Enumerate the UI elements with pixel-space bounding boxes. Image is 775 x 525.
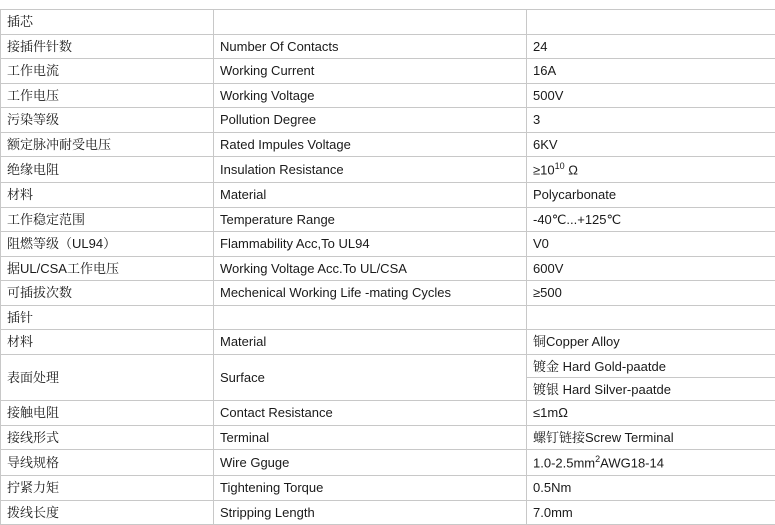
spec-value: Polycarbonate: [527, 183, 775, 208]
table-row: [1, 281, 775, 306]
table-row: [1, 207, 775, 232]
spec-label-en: Insulation Resistance: [214, 157, 527, 183]
spec-label-cn: 导线规格: [1, 450, 214, 476]
spec-value-line: 镀金 Hard Gold-paatde: [527, 355, 775, 377]
spec-value-line: 镀银 Hard Silver-paatde: [527, 377, 775, 400]
section-title-en-cell: [214, 305, 527, 330]
spec-label-en: Pollution Degree: [214, 108, 527, 133]
section-title-en-cell: [214, 10, 527, 35]
table-row: [1, 183, 775, 208]
spec-label-cn: 阻燃等级（UL94）: [1, 232, 214, 257]
spec-label-en: Terminal: [214, 425, 527, 450]
section-title: 插芯: [1, 10, 214, 35]
spec-label-en: Material: [214, 330, 527, 355]
spec-label-en: Material: [214, 183, 527, 208]
spec-label-en: Working Voltage: [214, 83, 527, 108]
table-row: [1, 108, 775, 133]
table-row: [1, 330, 775, 355]
section-title-value-cell: [527, 10, 775, 35]
spec-label-cn: 材料: [1, 183, 214, 208]
spec-label-cn: 污染等级: [1, 108, 214, 133]
section-header-row: [1, 10, 775, 35]
spec-label-cn: 表面处理: [1, 354, 214, 400]
table-row: [1, 450, 775, 476]
spec-label-en: Mechenical Working Life -mating Cycles: [214, 281, 527, 306]
table-row: [1, 34, 775, 59]
spec-label-en: Surface: [214, 354, 527, 400]
spec-value: $1.0-2.5mm^2AWG18-14$: [527, 450, 775, 476]
spec-value: ≥500: [527, 281, 775, 306]
spec-label-cn: 据UL/CSA工作电压: [1, 256, 214, 281]
spec-label-en: Contact Resistance: [214, 400, 527, 425]
spec-label-cn: 材料: [1, 330, 214, 355]
table-row: [1, 500, 775, 525]
spec-value: 螺钉链接Screw Terminal: [527, 425, 775, 450]
table-row: [1, 354, 775, 400]
spec-value: [527, 354, 775, 400]
spec-label-cn: 接触电阻: [1, 400, 214, 425]
spec-label-en: Temperature Range: [214, 207, 527, 232]
top-spacer: [0, 0, 775, 9]
spec-value: $\ge 10^{10}$ Ω: [527, 157, 775, 183]
table-row: [1, 232, 775, 257]
spec-value: 500V: [527, 83, 775, 108]
spec-label-cn: 接插件针数: [1, 34, 214, 59]
spec-label-en: Rated Impules Voltage: [214, 132, 527, 157]
spec-label-cn: 工作电流: [1, 59, 214, 84]
spec-label-en: Wire Gguge: [214, 450, 527, 476]
table-row: [1, 157, 775, 183]
table-row: [1, 400, 775, 425]
section-title-value-cell: [527, 305, 775, 330]
spec-value: 600V: [527, 256, 775, 281]
spec-label-cn: 绝缘电阻: [1, 157, 214, 183]
spec-value: ≤1mΩ: [527, 400, 775, 425]
spec-value: 铜Copper Alloy: [527, 330, 775, 355]
spec-value: 16A: [527, 59, 775, 84]
spec-label-cn: 拧紧力矩: [1, 475, 214, 500]
spec-label-en: Tightening Torque: [214, 475, 527, 500]
spec-label-en: Working Voltage Acc.To UL/CSA: [214, 256, 527, 281]
spec-value: 6KV: [527, 132, 775, 157]
spec-value: -40℃...+125℃: [527, 207, 775, 232]
table-row: [1, 59, 775, 84]
spec-value: 3: [527, 108, 775, 133]
table-row: [1, 83, 775, 108]
spec-label-cn: 工作稳定范围: [1, 207, 214, 232]
spec-value: 24: [527, 34, 775, 59]
specification-table: [0, 9, 775, 525]
table-row: [1, 256, 775, 281]
spec-value: 7.0mm: [527, 500, 775, 525]
specification-table-body: [1, 10, 775, 525]
table-row: [1, 132, 775, 157]
table-row: [1, 425, 775, 450]
spec-label-cn: 可插拔次数: [1, 281, 214, 306]
spec-label-cn: 工作电压: [1, 83, 214, 108]
section-title: 插针: [1, 305, 214, 330]
spec-value: 0.5Nm: [527, 475, 775, 500]
spec-value: V0: [527, 232, 775, 257]
spec-label-en: Flammability Acc,To UL94: [214, 232, 527, 257]
spec-label-cn: 额定脉冲耐受电压: [1, 132, 214, 157]
section-header-row: [1, 305, 775, 330]
table-row: [1, 475, 775, 500]
spec-label-en: Stripping Length: [214, 500, 527, 525]
spec-label-cn: 拨线长度: [1, 500, 214, 525]
spec-label-cn: 接线形式: [1, 425, 214, 450]
spec-label-en: Working Current: [214, 59, 527, 84]
spec-label-en: Number Of Contacts: [214, 34, 527, 59]
